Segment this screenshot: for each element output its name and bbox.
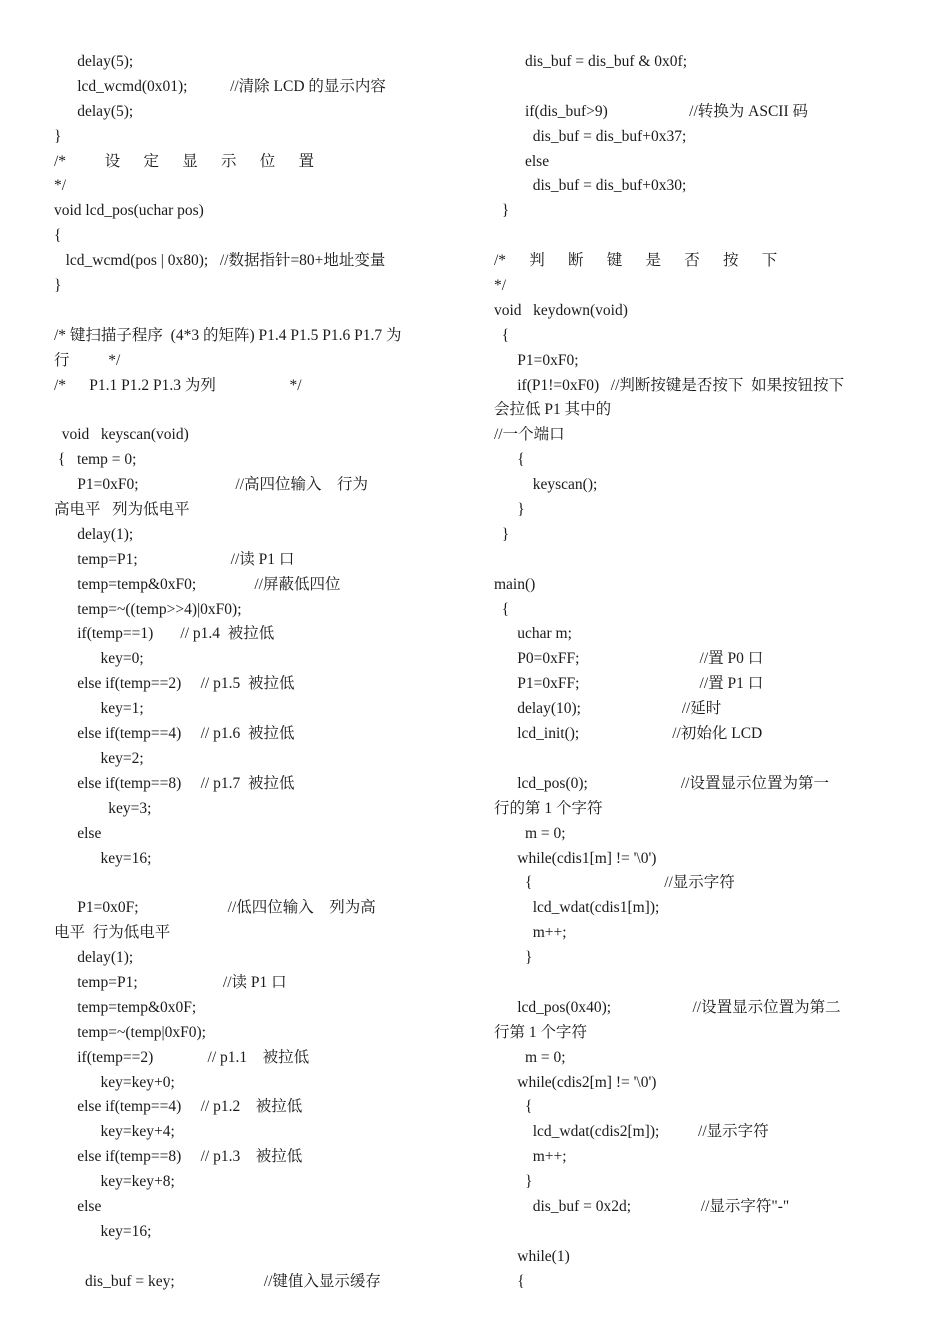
code-line: m++;	[494, 924, 567, 942]
code-line: {	[494, 326, 510, 344]
code-line: else if(temp==4) // p1.2 被拉低	[54, 1098, 303, 1116]
code-line: else	[54, 824, 102, 842]
code-line	[494, 548, 904, 573]
code-line: 行 */	[54, 351, 121, 369]
code-line	[494, 747, 904, 772]
code-line: 高电平 列为低电平	[54, 501, 190, 519]
code-line: keyscan();	[494, 476, 598, 494]
code-line: key=key+4;	[54, 1123, 175, 1141]
code-line: 行第 1 个字符	[494, 1023, 588, 1041]
code-line: 电平 行为低电平	[54, 924, 171, 942]
code-line: lcd_wdat(cdis1[m]);	[494, 899, 660, 917]
code-line: uchar m;	[494, 625, 572, 643]
code-line: m = 0;	[494, 824, 566, 842]
code-line: temp=~((temp>>4)|0xF0);	[54, 600, 242, 618]
code-line: lcd_wcmd(pos | 0x80); //数据指针=80+地址变量	[54, 252, 386, 270]
code-line: delay(1);	[54, 525, 134, 543]
code-line	[54, 398, 462, 423]
code-line: while(1)	[494, 1247, 570, 1265]
code-line: else if(temp==8) // p1.3 被拉低	[54, 1148, 303, 1166]
code-line: delay(10); //延时	[494, 700, 722, 718]
code-line: key=0;	[54, 650, 144, 668]
code-line: void keydown(void)	[494, 301, 628, 319]
code-line: 行的第 1 个字符	[494, 799, 603, 817]
code-line	[54, 1245, 462, 1270]
code-line: temp=temp&0x0F;	[54, 998, 197, 1016]
code-line: lcd_wcmd(0x01); //清除 LCD 的显示内容	[54, 77, 386, 95]
code-line: lcd_pos(0); //设置显示位置为第一	[494, 774, 829, 792]
code-line: {	[494, 600, 510, 618]
code-line: P1=0xFF; //置 P1 口	[494, 675, 764, 693]
code-line: { temp = 0;	[54, 451, 137, 469]
code-line: delay(5);	[54, 102, 134, 120]
code-line: else	[494, 152, 550, 170]
code-line: P1=0xF0;	[494, 351, 579, 369]
code-line	[494, 224, 904, 249]
code-line: }	[494, 202, 510, 220]
code-line: }	[494, 1173, 533, 1191]
code-line: P0=0xFF; //置 P0 口	[494, 650, 764, 668]
right-code-column	[494, 50, 904, 1295]
code-line: P1=0xF0; //高四位输入 行为	[54, 476, 369, 494]
code-line: lcd_pos(0x40); //设置显示位置为第二	[494, 998, 841, 1016]
code-line: key=2;	[54, 749, 144, 767]
code-line: key=16;	[54, 849, 152, 867]
code-line: /* P1.1 P1.2 P1.3 为列 */	[54, 376, 302, 394]
code-line: }	[54, 277, 62, 295]
code-line: {	[494, 1272, 525, 1290]
code-line: else	[54, 1197, 102, 1215]
code-line	[54, 871, 462, 896]
code-line: key=3;	[54, 799, 152, 817]
code-line: key=16;	[54, 1222, 152, 1240]
code-line: while(cdis1[m] != '\0')	[494, 849, 657, 867]
code-line: }	[494, 501, 525, 519]
code-line: lcd_init(); //初始化 LCD	[494, 725, 763, 743]
code-line: if(temp==2) // p1.1 被拉低	[54, 1048, 310, 1066]
code-line: P1=0x0F; //低四位输入 列为高	[54, 899, 376, 917]
code-line: dis_buf = key; //键值入显示缓存	[54, 1272, 381, 1290]
code-line	[494, 971, 904, 996]
code-line: void lcd_pos(uchar pos)	[54, 202, 204, 220]
code-line: key=key+8;	[54, 1173, 175, 1191]
code-line: {	[494, 1098, 533, 1116]
code-line: if(dis_buf>9) //转换为 ASCII 码	[494, 102, 808, 120]
code-line: key=key+0;	[54, 1073, 175, 1091]
code-line: */	[494, 277, 507, 295]
code-line: }	[494, 949, 533, 967]
code-line: else if(temp==4) // p1.6 被拉低	[54, 725, 295, 743]
code-line: temp=temp&0xF0; //屏蔽低四位	[54, 575, 341, 593]
code-line: temp=P1; //读 P1 口	[54, 973, 287, 991]
code-line: lcd_wdat(cdis2[m]); //显示字符	[494, 1123, 769, 1141]
code-line: m++;	[494, 1148, 567, 1166]
code-line: /* 判 断 键 是 否 按 下	[494, 252, 778, 270]
code-line: delay(1);	[54, 949, 134, 967]
left-code-column	[54, 50, 462, 1295]
code-line: dis_buf = dis_buf & 0x0f;	[494, 53, 688, 70]
code-line: }	[494, 525, 510, 543]
code-line: {	[494, 451, 525, 469]
code-line: m = 0;	[494, 1048, 566, 1066]
code-line: key=1;	[54, 700, 144, 718]
code-line: temp=P1; //读 P1 口	[54, 550, 295, 568]
code-line: }	[54, 127, 62, 145]
code-line	[494, 1220, 904, 1245]
code-line: delay(5);	[54, 53, 134, 70]
code-line: */	[54, 177, 67, 195]
code-line: /* 设 定 显 示 位 置	[54, 152, 315, 170]
code-line: void keyscan(void)	[54, 426, 189, 444]
code-line: { //显示字符	[494, 874, 735, 892]
code-line: {	[54, 227, 62, 245]
code-line: /* 键扫描子程序 (4*3 的矩阵) P1.4 P1.5 P1.6 P1.7 为	[54, 326, 402, 344]
code-line: dis_buf = dis_buf+0x30;	[494, 177, 687, 195]
code-line: main()	[494, 575, 536, 593]
code-line	[494, 75, 904, 100]
code-line: else if(temp==8) // p1.7 被拉低	[54, 774, 295, 792]
code-line: dis_buf = 0x2d; //显示字符"-"	[494, 1197, 790, 1215]
code-line: else if(temp==2) // p1.5 被拉低	[54, 675, 295, 693]
code-line: 会拉低 P1 其中的	[494, 401, 612, 419]
code-line: if(P1!=0xF0) //判断按键是否按下 如果按钮按下	[494, 376, 845, 394]
code-line: if(temp==1) // p1.4 被拉低	[54, 625, 275, 643]
code-line: while(cdis2[m] != '\0')	[494, 1073, 657, 1091]
code-line: temp=~(temp|0xF0);	[54, 1023, 206, 1041]
code-line	[54, 299, 462, 324]
code-line: //一个端口	[494, 426, 565, 444]
code-line: dis_buf = dis_buf+0x37;	[494, 127, 687, 145]
